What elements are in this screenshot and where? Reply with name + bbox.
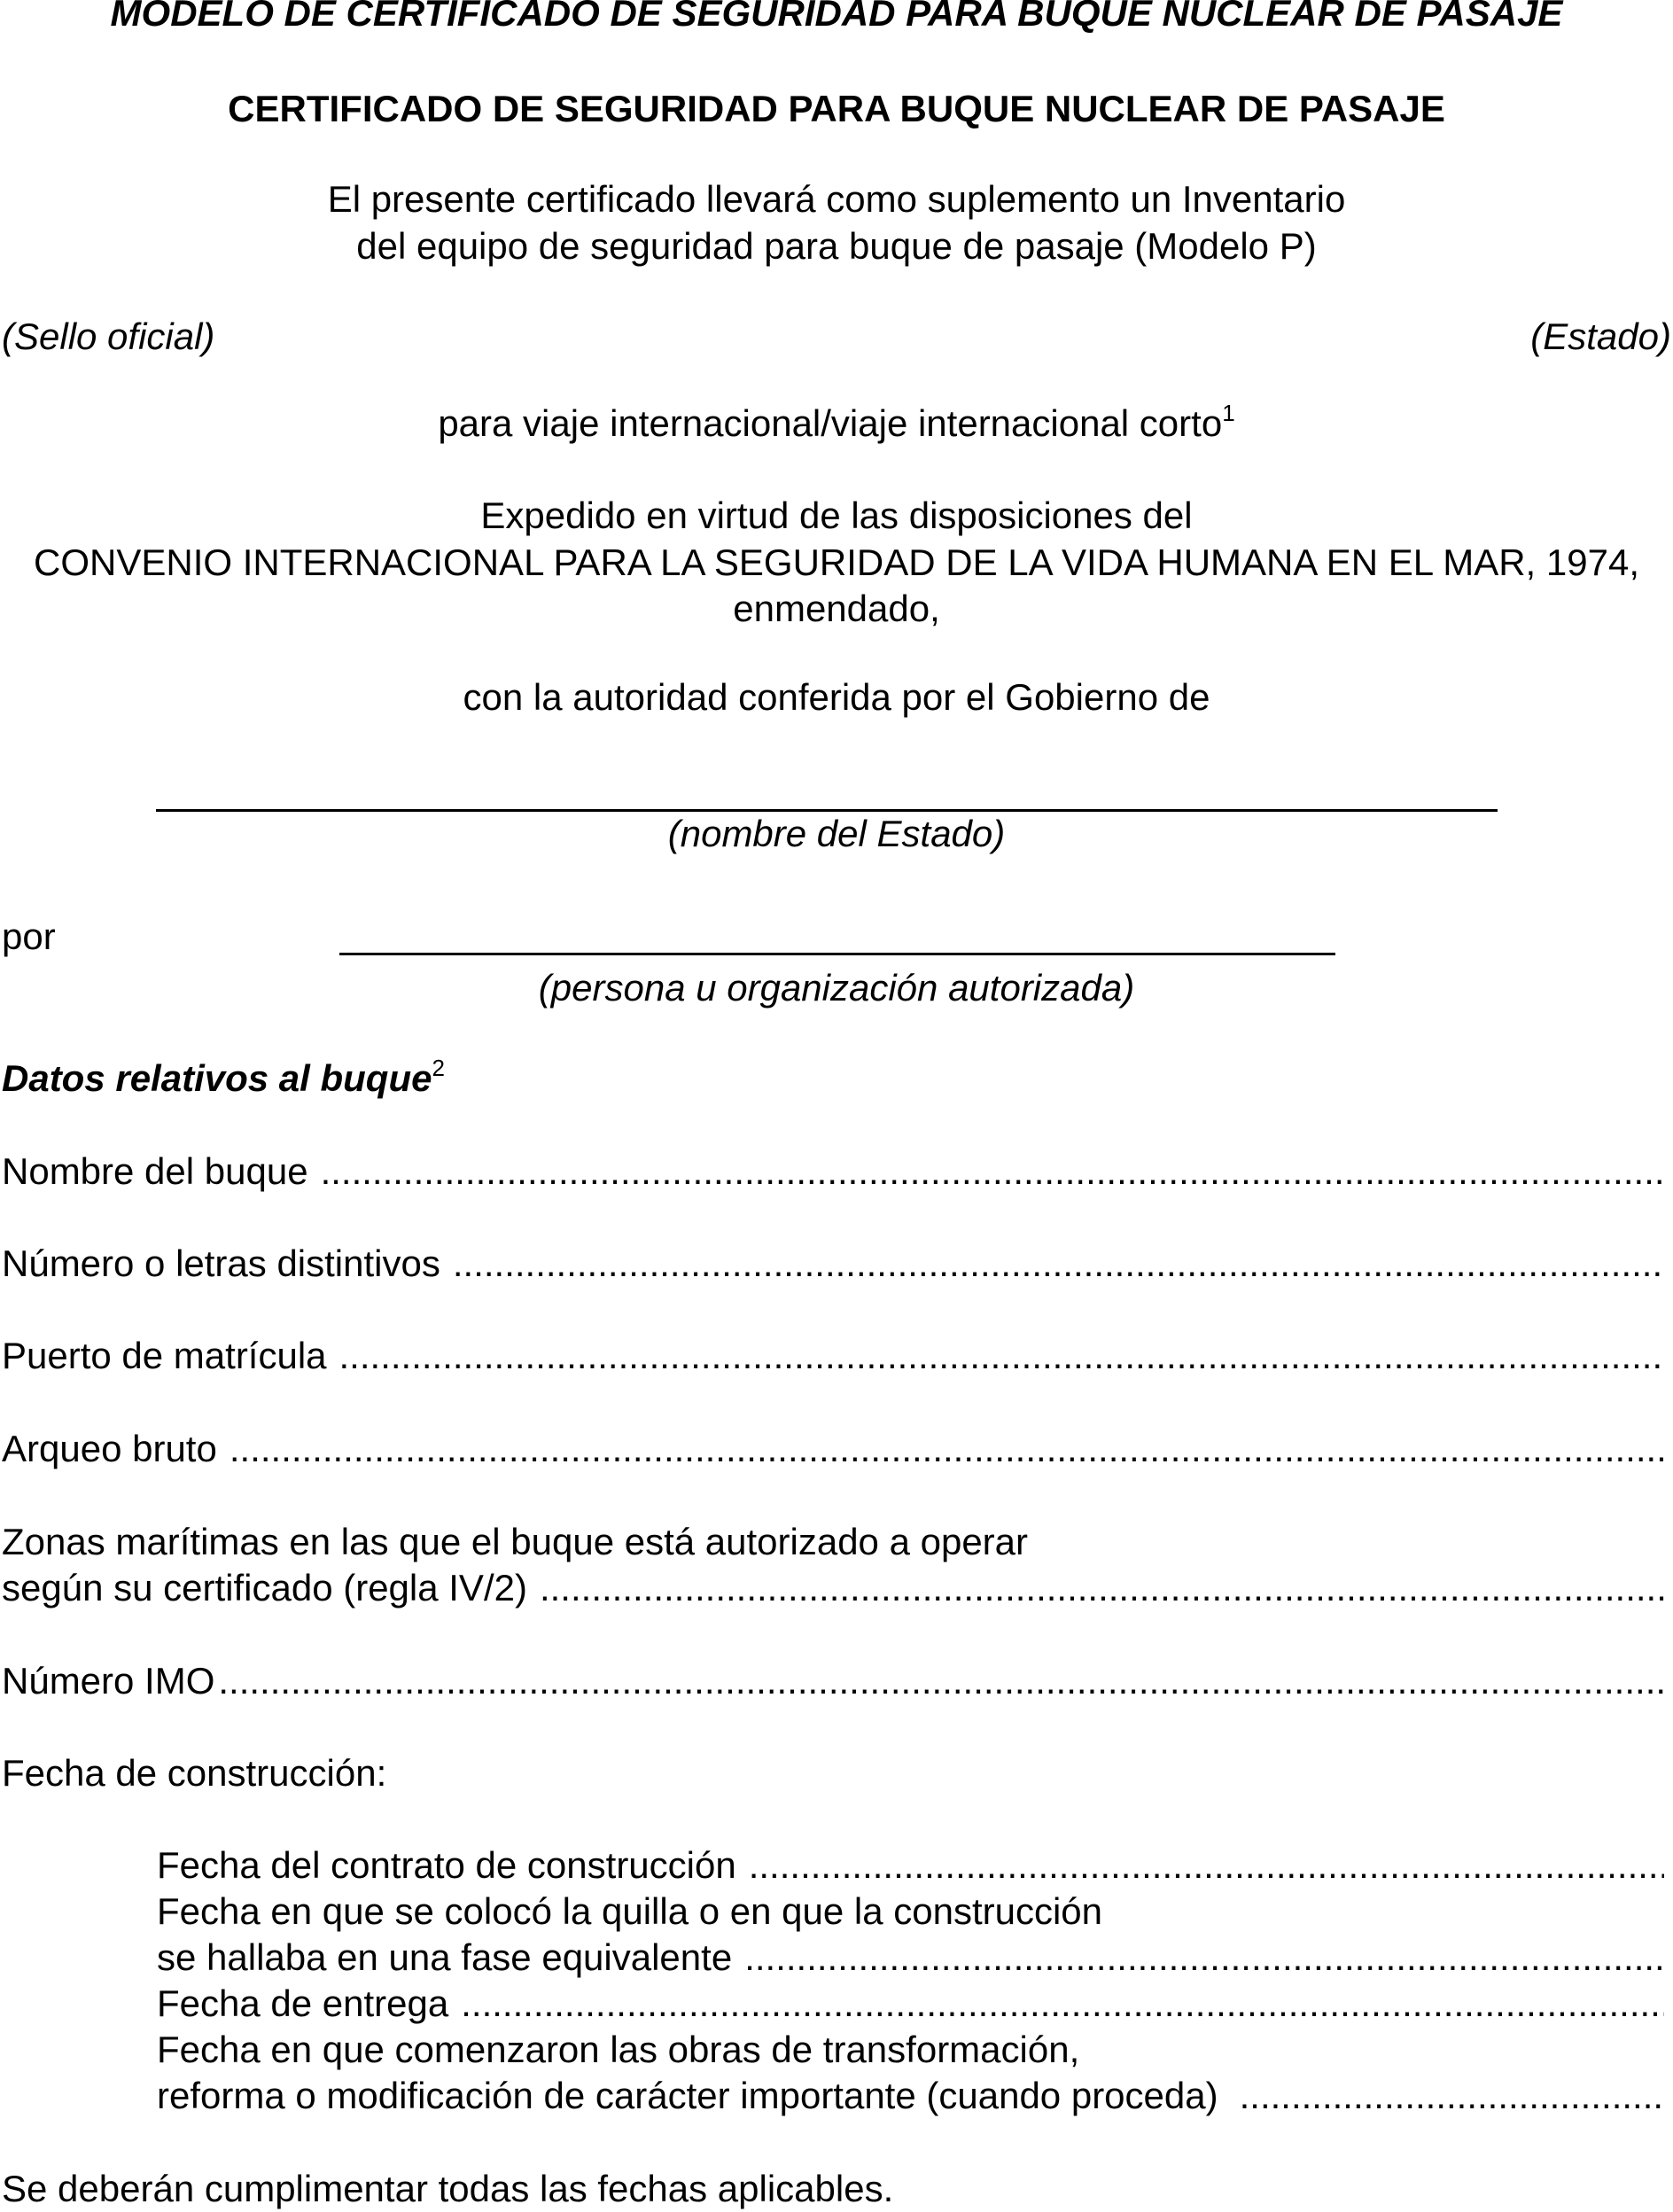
contract-date-dots	[749, 1843, 1664, 1888]
sea-areas-label-line-2: según su certificado (regla IV/2)	[2, 1567, 527, 1608]
contract-date-label: Fecha del contrato de construcción	[157, 1844, 736, 1886]
keel-date-field[interactable]	[157, 1936, 1664, 1980]
voyage-type-text: para viaje internacional/viaje internacional corto	[438, 402, 1223, 444]
model-title: MODELO DE CERTIFICADO DE SEGURIDAD PARA BUQUE NUCLEAR DE PASAJE	[110, 0, 1563, 34]
conversion-date-label-line-2: reforma o modificación de carácter importante (cuando proceda)	[157, 2075, 1218, 2116]
conversion-date-label-line-1: Fecha en que comenzaron las obras de transformación,	[157, 2029, 1080, 2070]
conversion-date-field[interactable]	[157, 2074, 1664, 2118]
footnote-marker-2: 2	[432, 1055, 445, 1082]
conversion-date-dots	[1240, 2074, 1664, 2118]
keel-date-dots	[744, 1936, 1664, 1980]
sea-areas-field[interactable]	[2, 1566, 1664, 1610]
delivery-date-label: Fecha de entrega	[157, 1982, 449, 2024]
distinctive-number-field[interactable]	[2, 1242, 1664, 1286]
issued-line-2: CONVENIO INTERNACIONAL PARA LA SEGURIDAD DE LA VIDA HUMANA EN EL MAR, 1974,	[34, 541, 1639, 583]
port-of-registry-field[interactable]	[2, 1334, 1664, 1378]
imo-number-label: Número IMO	[2, 1660, 215, 1702]
delivery-date-field[interactable]	[157, 1982, 1664, 2026]
supplement-line-1: El presente certificado llevará como suplemento un Inventario	[327, 178, 1346, 220]
gross-tonnage-dots	[230, 1427, 1664, 1471]
footnote-marker-1: 1	[1222, 400, 1235, 427]
imo-number-dots	[218, 1659, 1664, 1703]
distinctive-number-label: Número o letras distintivos	[2, 1242, 440, 1284]
dates-note: Se deberán cumplimentar todas las fechas aplicables.	[2, 2168, 894, 2209]
ship-name-dots	[321, 1149, 1664, 1194]
ship-data-heading-text: Datos relativos al buque	[2, 1057, 432, 1099]
state-label: (Estado)	[1530, 315, 1671, 357]
imo-number-field[interactable]	[2, 1659, 1664, 1703]
por-label: por	[2, 915, 56, 957]
construction-date-label: Fecha de construcción:	[2, 1752, 387, 1794]
issued-line-1: Expedido en virtud de las disposiciones del	[480, 495, 1193, 536]
ship-data-heading	[2, 1056, 445, 1101]
distinctive-number-dots	[453, 1242, 1664, 1286]
port-of-registry-label: Puerto de matrícula	[2, 1335, 327, 1376]
sea-areas-label-line-1: Zonas marítimas en las que el buque está autorizado a operar	[2, 1521, 1029, 1562]
official-seal-label: (Sello oficial)	[2, 315, 215, 357]
certificate-title: CERTIFICADO DE SEGURIDAD PARA BUQUE NUCLEAR DE PASAJE	[228, 88, 1445, 129]
voyage-type	[0, 401, 1673, 446]
authorized-person-caption: (persona u organización autorizada)	[538, 967, 1135, 1009]
ship-name-label: Nombre del buque	[2, 1150, 308, 1192]
sea-areas-dots	[540, 1566, 1664, 1610]
keel-date-label-line-1: Fecha en que se colocó la quilla o en que la construcción	[157, 1890, 1103, 1932]
authorized-person-blank[interactable]	[339, 953, 1335, 955]
gross-tonnage-field[interactable]	[2, 1427, 1664, 1471]
contract-date-field[interactable]	[157, 1843, 1664, 1888]
supplement-line-2: del equipo de seguridad para buque de pasaje (Modelo P)	[356, 225, 1317, 267]
keel-date-label-line-2: se hallaba en una fase equivalente	[157, 1936, 733, 1978]
authority-text: con la autoridad conferida por el Gobierno de	[463, 676, 1210, 718]
port-of-registry-dots	[339, 1334, 1664, 1378]
gross-tonnage-label: Arqueo bruto	[2, 1428, 217, 1469]
delivery-date-dots	[461, 1982, 1664, 2026]
issued-line-3: enmendado,	[733, 588, 940, 629]
state-name-caption: (nombre del Estado)	[667, 813, 1006, 854]
ship-name-field[interactable]	[2, 1149, 1664, 1194]
